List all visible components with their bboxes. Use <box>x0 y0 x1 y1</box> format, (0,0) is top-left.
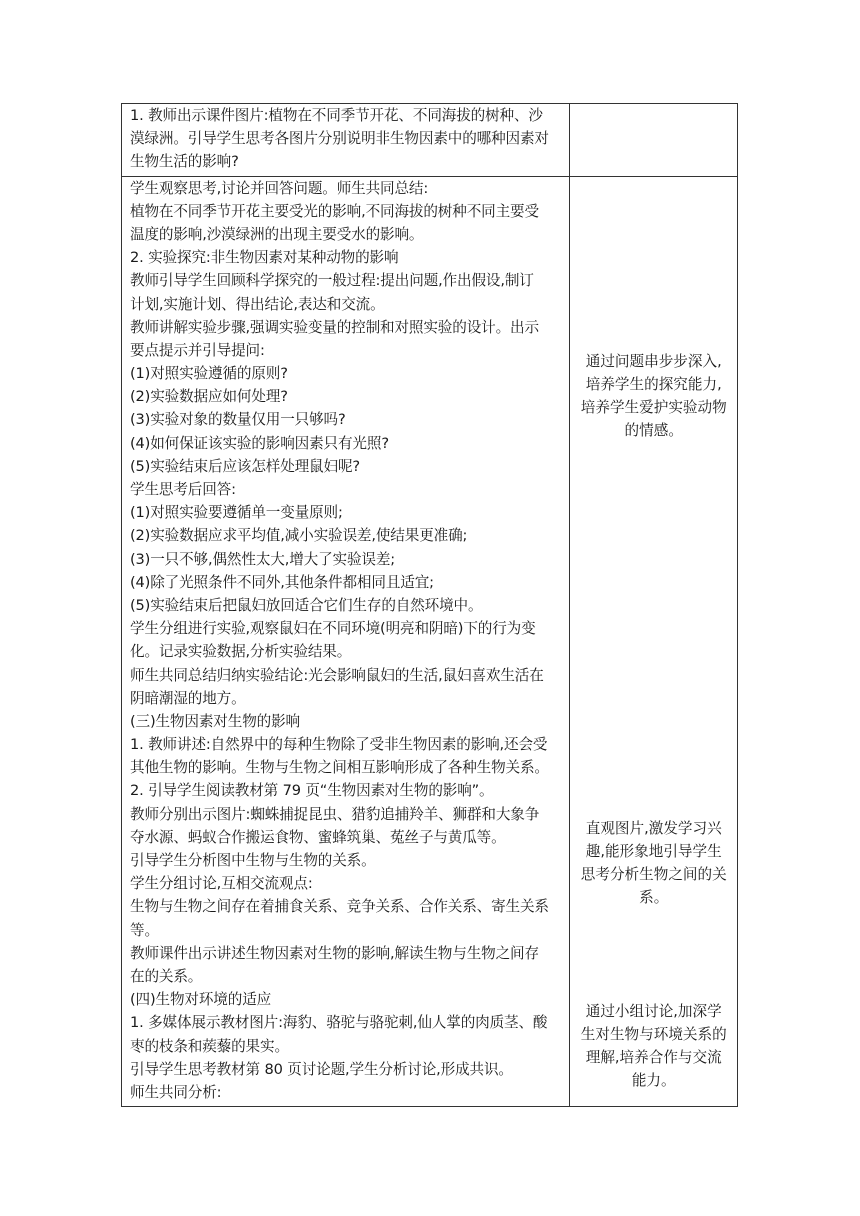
design-intent-cell <box>570 104 738 177</box>
text-line: 在的关系。 <box>130 967 203 985</box>
text-line: 2. 引导学生阅读教材第 79 页“生物因素对生物的影响”。 <box>130 782 494 800</box>
text-line: (4)如何保证该实验的影响因素只有光照? <box>130 434 389 452</box>
text-line: 阴暗潮湿的地方。 <box>130 689 246 707</box>
teaching-process-text <box>122 104 569 176</box>
note-line: 趣,能形象地引导学生 <box>585 842 722 860</box>
text-line: 植物在不同季节开花主要受光的影响,不同海拔的树种不同主要受 <box>130 202 539 220</box>
note-line: 思考分析生物之间的关 <box>580 865 727 883</box>
text-line: 学生思考后回答: <box>130 481 236 498</box>
text-line: 学生分组进行实验,观察鼠妇在不同环境(明亮和阴暗)下的行为变 <box>130 620 536 638</box>
design-intent-cell <box>570 176 738 1107</box>
text-line: 教师引导学生回顾科学探究的一般过程:提出问题,作出假设,制订 <box>130 272 534 290</box>
lesson-plan-table <box>121 103 738 1107</box>
text-line: 等。 <box>130 921 159 939</box>
text-line: 计划,实施计划、得出结论,表达和交流。 <box>130 295 385 313</box>
text-line: 教师分别出示图片:蜘蛛捕捉昆虫、猎豹追捕羚羊、狮群和大象争 <box>130 805 540 823</box>
text-line: (四)生物对环境的适应 <box>130 991 272 1009</box>
text-line: (4)除了光照条件不同外,其他条件都相同且适宜; <box>130 573 434 591</box>
text-line: (3)一只不够,偶然性太大,增大了实验误差; <box>130 550 396 568</box>
text-line: 漠绿洲。引导学生思考各图片分别说明非生物因素中的哪种因素对 <box>130 130 549 148</box>
note-line: 生对生物与环境关系的 <box>580 1025 727 1043</box>
text-line: (2)实验数据应如何处理? <box>130 388 288 406</box>
table-row <box>122 104 738 177</box>
text-line: 师生共同总结归纳实验结论:光会影响鼠妇的生活,鼠妇喜欢生活在 <box>130 666 544 684</box>
text-line: 1. 教师讲述:自然界中的每种生物除了受非生物因素的影响,还会受 <box>130 736 548 754</box>
text-line: 1. 多媒体展示教材图片:海豹、骆驼与骆驼刺,仙人掌的肉质茎、酸 <box>130 1014 548 1032</box>
note-line: 理解,培养合作与交流 <box>585 1048 722 1066</box>
text-line: 2. 实验探究:非生物因素对某种动物的影响 <box>130 249 399 267</box>
note-line: 系。 <box>639 889 669 907</box>
text-line: 引导学生思考教材第 80 页讨论题,学生分析讨论,形成共识。 <box>130 1060 513 1078</box>
text-line: 生物生活的影响? <box>130 153 239 171</box>
text-line: 枣的枝条和蒺藜的果实。 <box>130 1037 289 1055</box>
text-line: 生物与生物之间存在着捕食关系、竞争关系、合作关系、寄生关系 <box>130 898 549 916</box>
table-row <box>122 176 738 1107</box>
note-line: 通过问题串步步深入, <box>585 352 722 370</box>
design-intent-note-inquiry <box>576 350 731 443</box>
design-intent-note-pictures <box>576 817 731 910</box>
text-line: 化。记录实验数据,分析实验结果。 <box>130 643 352 661</box>
note-line: 培养学生的探究能力, <box>585 375 722 393</box>
design-intent-note-discussion <box>576 1000 731 1093</box>
text-line: 其他生物的影响。生物与生物之间相互影响形成了各种生物关系。 <box>130 759 549 777</box>
text-line: 夺水源、蚂蚁合作搬运食物、蜜蜂筑巢、菟丝子与黄瓜等。 <box>130 828 506 846</box>
text-line: (1)对照实验遵循的原则? <box>130 365 288 383</box>
note-line: 的情感。 <box>624 422 683 440</box>
text-line: 教师课件出示讲述生物因素对生物的影响,解读生物与生物之间存 <box>130 944 539 962</box>
note-line: 能力。 <box>631 1072 676 1090</box>
text-line: 学生观察思考,讨论并回答问题。师生共同总结: <box>130 179 429 197</box>
note-line: 直观图片,激发学习兴 <box>585 819 722 837</box>
text-line: (1)对照实验要遵循单一变量原则; <box>130 504 343 522</box>
teaching-process-cell <box>122 104 570 177</box>
text-line: (三)生物因素对生物的影响 <box>130 712 300 730</box>
note-line: 培养学生爱护实验动物 <box>580 398 727 416</box>
text-line: (5)实验结束后把鼠妇放回适合它们生存的自然环境中。 <box>130 596 483 614</box>
text-line: 1. 教师出示课件图片:植物在不同季节开花、不同海拔的树种、沙 <box>130 107 543 124</box>
text-line: (5)实验结束后应该怎样处理鼠妇呢? <box>130 457 361 475</box>
text-line: 要点提示并引导提问: <box>130 341 265 359</box>
text-line: 教师讲解实验步骤,强调实验变量的控制和对照实验的设计。出示 <box>130 318 539 336</box>
teaching-process-cell <box>122 176 570 1107</box>
text-line: 引导学生分析图中生物与生物的关系。 <box>130 852 376 869</box>
text-line: (3)实验对象的数量仅用一只够吗? <box>130 411 346 429</box>
note-line: 通过小组讨论,加深学 <box>585 1002 722 1020</box>
text-line: 师生共同分析: <box>130 1083 222 1101</box>
text-line: 学生分组讨论,互相交流观点: <box>130 875 313 893</box>
text-line: 温度的影响,沙漠绿洲的出现主要受水的影响。 <box>130 225 424 243</box>
teaching-process-text <box>122 177 569 1107</box>
text-line: (2)实验数据应求平均值,减小实验误差,使结果更准确; <box>130 527 468 545</box>
